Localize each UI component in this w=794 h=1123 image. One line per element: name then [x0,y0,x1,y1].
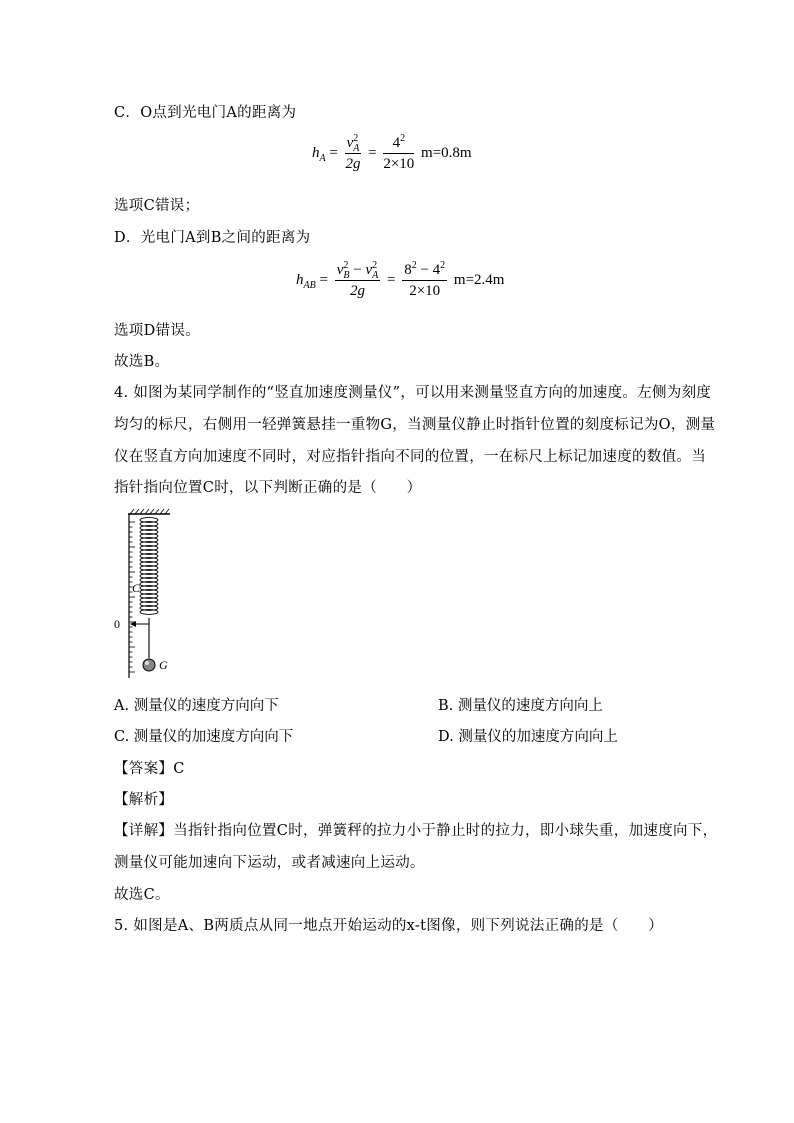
formula-ha-num1-sub: A [353,143,360,154]
ruler-ticks [129,522,135,672]
q4-answer: 【答案】C [114,761,185,777]
formula-hab-den2: 2×10 [409,283,441,299]
formula-ha-den1: 2g [345,156,361,172]
formula-hab-num1b: v [365,262,373,278]
formula-ha-num1-sup: 2 [353,133,359,144]
ceiling-hatch [130,509,169,514]
q4-detail-line-1: 【详解】当指针指向位置C时，弹簧秤的拉力小于静止时的拉力，即小球失重，加速度向下， [114,823,718,839]
q3-choice: 故选B。 [114,354,170,370]
formula-ha-result: m=0.8m [421,144,472,161]
q4-line-4: 指针指向位置C时，以下判断正确的是（ ） [114,480,422,496]
q4-choice: 故选C。 [114,887,170,903]
weight-highlight [145,661,149,665]
q4-detail-line-2: 测量仪可能加速向下运动，或者减速向上运动。 [114,855,425,871]
formula-ha-den2: 2×10 [383,156,415,172]
formula-hab-minus: − [349,262,366,278]
formula-hab-lhs: h [296,271,304,288]
formula-hab-num2b-sup: 2 [440,260,446,271]
q4-option-d[interactable]: D. 测量仪的加速度方向向上 [438,729,618,745]
q4-option-c[interactable]: C. 测量仪的加速度方向向下 [114,729,294,745]
formula-hab-num2a-sup: 2 [411,260,417,271]
weight-ball [143,659,155,671]
formula-hab-num2-mid: − 4 [416,262,441,278]
q5-text: 5. 如图是A、B两质点从同一地点开始运动的x-t图像，则下列说法正确的是（ ） [114,918,664,934]
label-c: C [132,581,141,595]
q4-analysis-label: 【解析】 [114,792,174,808]
formula-ha-lhs-sub: A [319,152,326,164]
option-d-conclusion: 选项D错误。 [114,323,200,339]
formula-hab-num1a-sub: B [343,270,350,281]
formula-hab-num1a-sup: 2 [343,260,349,271]
formula-ha-frac1 [345,134,362,173]
formula-hab-num2a: 8 [404,262,412,278]
formula-hab-num1b-sub: A [372,270,379,281]
option-d-intro: D．光电门A到B之间的距离为 [114,230,311,246]
label-g: G [159,658,168,672]
q4-line-1: 4. 如图为某同学制作的“竖直加速度测量仪”，可以用来测量竖直方向的加速度。左侧为刻度 [114,385,712,401]
q4-line-3: 仪在竖直方向加速度不同时，对应指针指向不同的位置，一在标尺上标记加速度的数值。当 [114,449,706,465]
formula-ha-num1: v [346,135,354,151]
formula-hab: $h_{AB}$ = $\frac{v^2_B - v^2_A}{2g}$ = $\frac{8^2 - 4^2}{2\times 10}$ m=2.4m [296,260,505,299]
formula-ha-lhs: h [312,144,320,161]
spring-coils [140,518,158,615]
formula-hab-num1a: v [336,262,344,278]
formula-hab-num1b-sup: 2 [372,260,378,271]
formula-hab-den1: 2g [349,283,365,299]
q4-line-2: 均匀的标尺，右侧用一轻弹簧悬挂一重物G，当测量仪静止时指针位置的刻度标记为O，测量 [114,417,716,433]
accelerometer-figure [108,508,188,680]
formula-hab-frac1 [335,261,381,300]
q4-option-a[interactable]: A. 测量仪的速度方向向下 [114,698,279,714]
label-zero: 0 [114,617,120,631]
option-c-conclusion: 选项C错误； [114,198,200,214]
formula-ha-num2: 4 [392,135,401,151]
formula-ha: $h_A$ = $\frac{v^2_A}{2g}$ = $\frac{4^2}{2\times 10}$ m=0.8m [312,133,472,172]
formula-ha-num2-sup: 2 [400,133,406,144]
formula-ha-frac2 [383,134,414,173]
formula-hab-result: m=2.4m [453,271,505,288]
q4-option-b[interactable]: B. 测量仪的速度方向向上 [438,698,603,714]
formula-hab-lhs-sub: AB [303,279,316,291]
option-c-intro: C．O点到光电门A的距离为 [114,105,297,121]
formula-hab-frac2 [402,261,447,300]
